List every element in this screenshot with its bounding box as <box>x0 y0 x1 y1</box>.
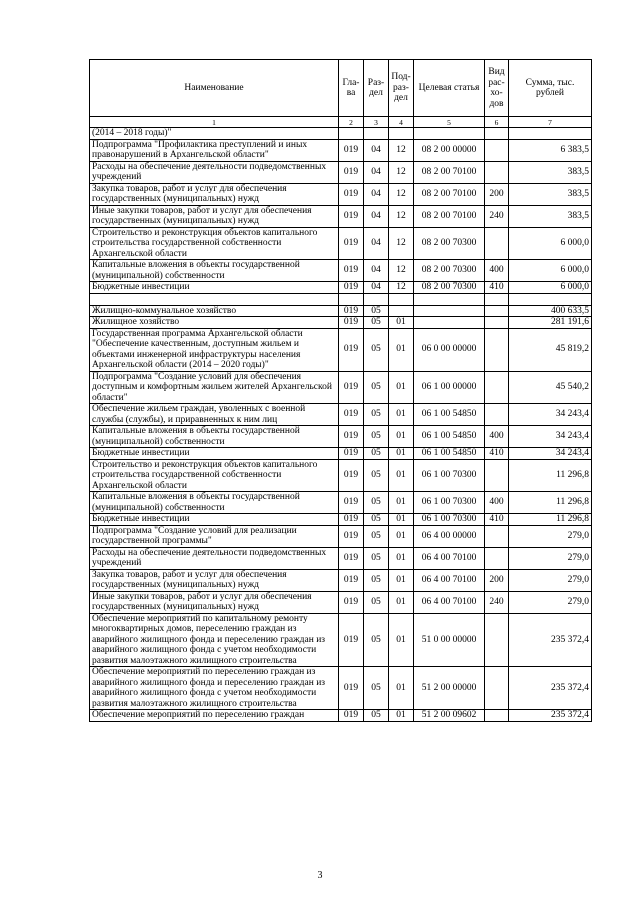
row-name: (2014 – 2018 годы)" <box>90 128 339 140</box>
header-target: Целевая статья <box>414 60 485 117</box>
row-podrazdel: 01 <box>389 591 414 613</box>
row-name: Строительство и реконструкция объектов капитального строительства государственной собственности Архангельской области <box>90 227 339 260</box>
row-vid: 410 <box>485 282 509 294</box>
row-sum: 235 372,4 <box>509 613 592 667</box>
row-name: Обеспечение мероприятий по переселению граждан из аварийного жилищного фонда и переселению граждан из аварийного жилищного фонда с учетом необходимости развития малоэтажного жилищного строительства <box>90 667 339 710</box>
row-vid <box>485 710 509 722</box>
row-sum: 11 296,8 <box>509 459 592 492</box>
row-glava: 019 <box>339 305 364 317</box>
row-target: 06 0 00 00000 <box>414 328 485 371</box>
row-target: 06 4 00 00000 <box>414 525 485 547</box>
column-number: 1 <box>90 117 339 128</box>
row-vid <box>485 547 509 569</box>
row-sum: 383,5 <box>509 161 592 183</box>
row-glava: 019 <box>339 613 364 667</box>
row-sum: 6 383,5 <box>509 139 592 161</box>
row-razdel <box>364 293 389 305</box>
row-target: 06 1 00 70300 <box>414 459 485 492</box>
row-target: 51 2 00 09602 <box>414 710 485 722</box>
row-name: Закупка товаров, работ и услуг для обеспечения государственных (муниципальных) нужд <box>90 183 339 205</box>
table-row <box>90 161 592 183</box>
table-row <box>90 492 592 514</box>
row-razdel: 04 <box>364 139 389 161</box>
header-razdel: Раз-дел <box>364 60 389 117</box>
row-name: Иные закупки товаров, работ и услуг для обеспечения государственных (муниципальных) нужд <box>90 591 339 613</box>
row-vid: 410 <box>485 448 509 460</box>
table-row <box>90 328 592 371</box>
row-vid <box>485 128 509 140</box>
row-sum: 34 243,4 <box>509 448 592 460</box>
table-row <box>90 404 592 426</box>
row-podrazdel: 12 <box>389 183 414 205</box>
table-row <box>90 371 592 404</box>
row-name <box>90 293 339 305</box>
row-target <box>414 293 485 305</box>
row-glava: 019 <box>339 260 364 282</box>
row-sum: 400 633,5 <box>509 305 592 317</box>
row-razdel: 05 <box>364 305 389 317</box>
row-name: Обеспечение мероприятий по капитальному ремонту многоквартирных домов, переселению граждан из аварийного жилищного фонда и переселению граждан из аварийного жилищного фонда с учетом необходимости развития малоэтажного жилищного строительства <box>90 613 339 667</box>
row-podrazdel: 01 <box>389 514 414 526</box>
row-glava: 019 <box>339 514 364 526</box>
row-target <box>414 305 485 317</box>
row-podrazdel: 01 <box>389 613 414 667</box>
row-podrazdel: 01 <box>389 328 414 371</box>
row-vid: 240 <box>485 205 509 227</box>
row-podrazdel: 01 <box>389 547 414 569</box>
row-target: 06 4 00 70100 <box>414 591 485 613</box>
row-razdel: 05 <box>364 371 389 404</box>
row-name: Строительство и реконструкция объектов капитального строительства государственной собственности Архангельской области <box>90 459 339 492</box>
row-razdel: 05 <box>364 426 389 448</box>
row-podrazdel: 01 <box>389 404 414 426</box>
row-sum: 279,0 <box>509 547 592 569</box>
row-name: Бюджетные инвестиции <box>90 448 339 460</box>
row-sum: 34 243,4 <box>509 426 592 448</box>
row-razdel: 05 <box>364 492 389 514</box>
row-sum: 11 296,8 <box>509 514 592 526</box>
row-podrazdel: 12 <box>389 161 414 183</box>
row-razdel: 04 <box>364 183 389 205</box>
row-glava: 019 <box>339 328 364 371</box>
row-name: Жилищно-коммунальное хозяйство <box>90 305 339 317</box>
row-vid: 410 <box>485 514 509 526</box>
row-name: Бюджетные инвестиции <box>90 514 339 526</box>
row-glava <box>339 128 364 140</box>
row-target: 51 0 00 00000 <box>414 613 485 667</box>
row-vid <box>485 371 509 404</box>
row-razdel: 05 <box>364 613 389 667</box>
row-vid: 240 <box>485 591 509 613</box>
row-name: Государственная программа Архангельской области "Обеспечение качественным, доступным жильем и объектами инженерной инфраструктуры населения Архангельской области (2014 – 2020 годы)" <box>90 328 339 371</box>
row-name: Подпрограмма "Создание условий для обеспечения доступным и комфортным жильем жителей Архангельской области" <box>90 371 339 404</box>
row-glava: 019 <box>339 371 364 404</box>
row-glava: 019 <box>339 569 364 591</box>
row-glava: 019 <box>339 492 364 514</box>
table-row <box>90 317 592 329</box>
header-glava: Гла-ва <box>339 60 364 117</box>
column-number-row <box>90 117 592 128</box>
row-vid: 400 <box>485 492 509 514</box>
column-number: 3 <box>364 117 389 128</box>
row-glava: 019 <box>339 547 364 569</box>
row-vid: 400 <box>485 260 509 282</box>
row-target: 08 2 00 70100 <box>414 205 485 227</box>
row-target: 08 2 00 70300 <box>414 282 485 294</box>
table-row <box>90 305 592 317</box>
row-sum: 279,0 <box>509 569 592 591</box>
row-razdel: 05 <box>364 525 389 547</box>
row-target: 08 2 00 70300 <box>414 260 485 282</box>
table-row <box>90 139 592 161</box>
row-target: 06 1 00 70300 <box>414 492 485 514</box>
row-name: Обеспечение жильем граждан, уволенных с военной службы (службы), и приравненных к ним лиц <box>90 404 339 426</box>
row-vid <box>485 613 509 667</box>
row-sum: 383,5 <box>509 205 592 227</box>
row-name: Подпрограмма "Создание условий для реализации государственной программы" <box>90 525 339 547</box>
row-vid <box>485 317 509 329</box>
row-glava: 019 <box>339 710 364 722</box>
row-podrazdel: 12 <box>389 282 414 294</box>
row-sum: 45 819,2 <box>509 328 592 371</box>
header-sum: Сумма, тыс. рублей <box>509 60 592 117</box>
page-number: 3 <box>317 870 323 881</box>
row-razdel: 04 <box>364 205 389 227</box>
column-number: 2 <box>339 117 364 128</box>
row-glava: 019 <box>339 591 364 613</box>
table-row <box>90 547 592 569</box>
row-target: 06 4 00 70100 <box>414 547 485 569</box>
table-row <box>90 205 592 227</box>
row-vid: 400 <box>485 426 509 448</box>
row-name: Расходы на обеспечение деятельности подведомственных учреждений <box>90 547 339 569</box>
table-row <box>90 514 592 526</box>
row-glava: 019 <box>339 317 364 329</box>
row-glava: 019 <box>339 667 364 710</box>
row-glava: 019 <box>339 404 364 426</box>
row-vid <box>485 328 509 371</box>
row-vid <box>485 305 509 317</box>
table-row <box>90 183 592 205</box>
row-podrazdel: 12 <box>389 260 414 282</box>
row-name: Капитальные вложения в объекты государственной (муниципальной) собственности <box>90 492 339 514</box>
row-sum <box>509 128 592 140</box>
row-sum: 279,0 <box>509 591 592 613</box>
table-row <box>90 569 592 591</box>
column-number: 6 <box>485 117 509 128</box>
row-sum: 279,0 <box>509 525 592 547</box>
table-row <box>90 525 592 547</box>
row-name: Капитальные вложения в объекты государственной (муниципальной) собственности <box>90 260 339 282</box>
row-target: 08 2 00 70100 <box>414 161 485 183</box>
table-row <box>90 710 592 722</box>
row-vid <box>485 404 509 426</box>
row-sum: 6 000,0 <box>509 227 592 260</box>
column-number: 5 <box>414 117 485 128</box>
row-vid <box>485 667 509 710</box>
row-razdel: 05 <box>364 514 389 526</box>
row-razdel: 05 <box>364 459 389 492</box>
header-name: Наименование <box>90 60 339 117</box>
row-podrazdel: 01 <box>389 667 414 710</box>
row-razdel: 05 <box>364 591 389 613</box>
row-sum: 6 000,0 <box>509 260 592 282</box>
row-glava: 019 <box>339 227 364 260</box>
row-glava: 019 <box>339 525 364 547</box>
row-sum: 281 191,6 <box>509 317 592 329</box>
row-vid <box>485 161 509 183</box>
row-razdel: 05 <box>364 317 389 329</box>
row-razdel <box>364 128 389 140</box>
row-target: 08 2 00 00000 <box>414 139 485 161</box>
row-podrazdel <box>389 128 414 140</box>
row-razdel: 05 <box>364 569 389 591</box>
row-podrazdel <box>389 293 414 305</box>
row-podrazdel: 01 <box>389 371 414 404</box>
table-row <box>90 293 592 305</box>
row-glava: 019 <box>339 139 364 161</box>
table-row <box>90 227 592 260</box>
row-vid: 200 <box>485 183 509 205</box>
budget-table <box>89 59 592 722</box>
row-target: 06 1 00 70300 <box>414 514 485 526</box>
row-glava: 019 <box>339 282 364 294</box>
row-podrazdel: 01 <box>389 317 414 329</box>
row-razdel: 05 <box>364 710 389 722</box>
row-name: Подпрограмма "Профилактика преступлений и иных правонарушений в Архангельской области" <box>90 139 339 161</box>
row-name: Иные закупки товаров, работ и услуг для обеспечения государственных (муниципальных) нужд <box>90 205 339 227</box>
row-glava: 019 <box>339 459 364 492</box>
row-sum: 235 372,4 <box>509 667 592 710</box>
header-row <box>90 60 592 117</box>
row-sum: 235 372,4 <box>509 710 592 722</box>
header-vid: Вид рас-хо-дов <box>485 60 509 117</box>
row-sum: 6 000,0 <box>509 282 592 294</box>
row-glava: 019 <box>339 448 364 460</box>
row-podrazdel: 01 <box>389 710 414 722</box>
table-row <box>90 282 592 294</box>
table-row <box>90 448 592 460</box>
row-razdel: 05 <box>364 404 389 426</box>
row-podrazdel: 01 <box>389 459 414 492</box>
table-row <box>90 591 592 613</box>
row-razdel: 05 <box>364 448 389 460</box>
row-sum: 383,5 <box>509 183 592 205</box>
row-target: 06 1 00 54850 <box>414 426 485 448</box>
row-podrazdel: 01 <box>389 492 414 514</box>
header-podrazdel: Под-раз-дел <box>389 60 414 117</box>
row-podrazdel: 01 <box>389 525 414 547</box>
row-target: 06 1 00 54850 <box>414 404 485 426</box>
row-razdel: 05 <box>364 328 389 371</box>
row-vid: 200 <box>485 569 509 591</box>
row-podrazdel: 01 <box>389 426 414 448</box>
row-sum: 45 540,2 <box>509 371 592 404</box>
row-razdel: 05 <box>364 667 389 710</box>
table-row <box>90 426 592 448</box>
row-razdel: 04 <box>364 260 389 282</box>
table-row <box>90 128 592 140</box>
row-target: 06 4 00 70100 <box>414 569 485 591</box>
row-razdel: 05 <box>364 547 389 569</box>
row-razdel: 04 <box>364 282 389 294</box>
row-razdel: 04 <box>364 161 389 183</box>
row-name: Бюджетные инвестиции <box>90 282 339 294</box>
row-podrazdel: 01 <box>389 569 414 591</box>
table-row <box>90 260 592 282</box>
table-row <box>90 459 592 492</box>
row-vid <box>485 525 509 547</box>
row-target: 51 2 00 00000 <box>414 667 485 710</box>
row-sum <box>509 293 592 305</box>
row-name: Капитальные вложения в объекты государственной (муниципальной) собственности <box>90 426 339 448</box>
column-number: 4 <box>389 117 414 128</box>
row-vid <box>485 293 509 305</box>
row-target: 08 2 00 70300 <box>414 227 485 260</box>
table-row <box>90 613 592 667</box>
row-name: Жилищное хозяйство <box>90 317 339 329</box>
row-glava <box>339 293 364 305</box>
row-podrazdel: 12 <box>389 205 414 227</box>
column-number: 7 <box>509 117 592 128</box>
row-vid <box>485 139 509 161</box>
table-row <box>90 667 592 710</box>
row-vid <box>485 227 509 260</box>
row-glava: 019 <box>339 426 364 448</box>
row-podrazdel: 12 <box>389 227 414 260</box>
row-podrazdel: 12 <box>389 139 414 161</box>
row-podrazdel: 01 <box>389 448 414 460</box>
row-target: 06 1 00 54850 <box>414 448 485 460</box>
row-name: Расходы на обеспечение деятельности подведомственных учреждений <box>90 161 339 183</box>
row-target <box>414 317 485 329</box>
row-razdel: 04 <box>364 227 389 260</box>
table-body <box>90 128 592 722</box>
row-glava: 019 <box>339 183 364 205</box>
row-name: Обеспечение мероприятий по переселению граждан <box>90 710 339 722</box>
row-podrazdel <box>389 305 414 317</box>
row-target: 08 2 00 70100 <box>414 183 485 205</box>
row-target: 06 1 00 00000 <box>414 371 485 404</box>
row-target <box>414 128 485 140</box>
row-glava: 019 <box>339 161 364 183</box>
row-sum: 34 243,4 <box>509 404 592 426</box>
row-name: Закупка товаров, работ и услуг для обеспечения государственных (муниципальных) нужд <box>90 569 339 591</box>
row-glava: 019 <box>339 205 364 227</box>
row-vid <box>485 459 509 492</box>
row-sum: 11 296,8 <box>509 492 592 514</box>
